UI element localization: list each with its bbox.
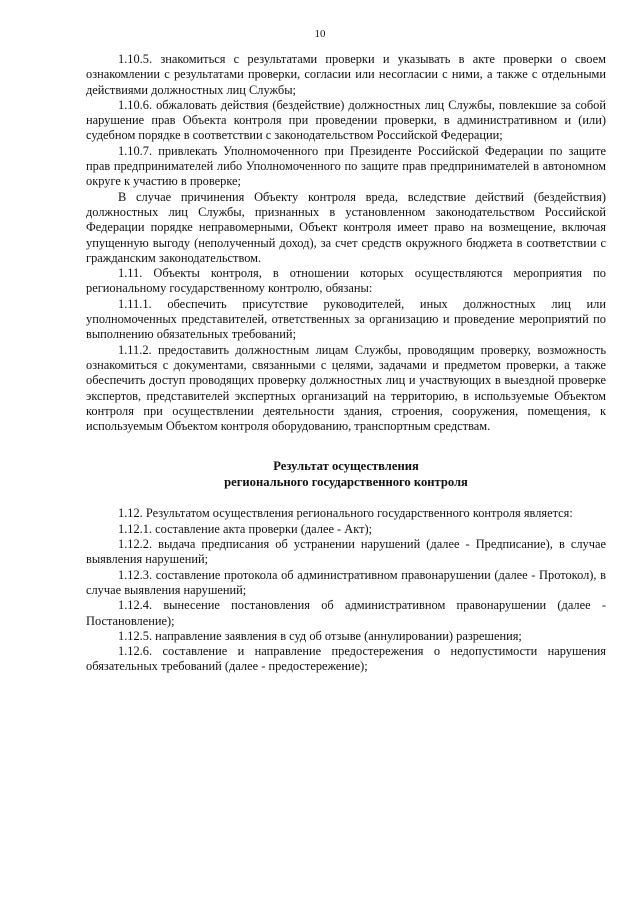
paragraph-1-12-6: 1.12.6. составление и направление предостережения о недопустимости нарушения обязательных требований (далее - предостережение);	[86, 644, 606, 674]
section-heading-line-2: регионального государственного контроля	[224, 475, 468, 490]
paragraph-1-12-4: 1.12.4. вынесение постановления об административном правонарушении (далее - Постановление);	[86, 598, 606, 628]
paragraph-1-10-7: 1.10.7. привлекать Уполномоченного при Президенте Российской Федерации по защите прав предпринимателей либо Уполномоченного по защите прав предпринимателей в автономном округе к участию в проверке;	[86, 143, 606, 189]
paragraph-1-11-2: 1.11.2. предоставить должностным лицам Службы, проводящим проверку, возможность ознакомиться с документами, связанными с целями, задачами и предметом проверки, а также обеспечить доступ проводящих проверку должностных лиц и участвующих в выездной проверке экспертов, представителей экспертных организаций на территорию, в используемые Объектом контроля при осуществлении деятельности здания, строения, сооружения, помещения, к используемым Объектом контроля оборудованию, транспортным средствам.	[86, 342, 606, 434]
paragraph-1-10-5: 1.10.5. знакомиться с результатами проверки и указывать в акте проверки о своем ознакомлении с результатами проверки, согласии или несогласии с ними, а также с отдельными действиями должностных лиц Службы;	[86, 52, 606, 97]
paragraph-1-12-2: 1.12.2. выдача предписания об устранении нарушений (далее - Предписание), в случае выявления нарушений;	[86, 537, 606, 567]
paragraph-1-10-6: 1.10.6. обжаловать действия (бездействие) должностных лиц Службы, повлекшие за собой нарушение прав Объекта контроля при проведении проверки, в административном и (или) судебном порядке в соответствии с законодательством Российской Федерации;	[86, 97, 606, 143]
spacer	[86, 490, 606, 506]
section-heading-line-1: Результат осуществления	[273, 459, 419, 474]
paragraph-1-12: 1.12. Результатом осуществления регионального государственного контроля является:	[118, 506, 573, 521]
page-number: 10	[314, 28, 326, 40]
paragraph-1-12-3: 1.12.3. составление протокола об административном правонарушении (далее - Протокол), в случае выявления нарушений;	[86, 567, 606, 597]
paragraph-1-12-5: 1.12.5. направление заявления в суд об отзыве (аннулировании) разрешения;	[118, 628, 522, 643]
paragraph-1-11: 1.11. Объекты контроля, в отношении которых осуществляются мероприятия по региональному государственному контролю, обязаны:	[86, 266, 606, 296]
document-body	[86, 52, 606, 675]
paragraph-damage-compensation: В случае причинения Объекту контроля вреда, вследствие действий (бездействия) должностных лиц Службы, признанных в установленном законодательством Российской Федерации порядке неправомерными, Объект контроля имеет право на возмещение, включая упущенную выгоду (неполученный доход), за счет средств окружного бюджета в соответствии с гражданским законодательством.	[86, 189, 606, 265]
section-heading	[86, 458, 606, 490]
paragraph-1-11-1: 1.11.1. обеспечить присутствие руководителей, иных должностных лиц или уполномоченных представителей, ответственных за организацию и проведение мероприятий по выполнению обязательных требований;	[86, 296, 606, 342]
paragraph-1-12-1: 1.12.1. составление акта проверки (далее - Акт);	[118, 521, 373, 536]
